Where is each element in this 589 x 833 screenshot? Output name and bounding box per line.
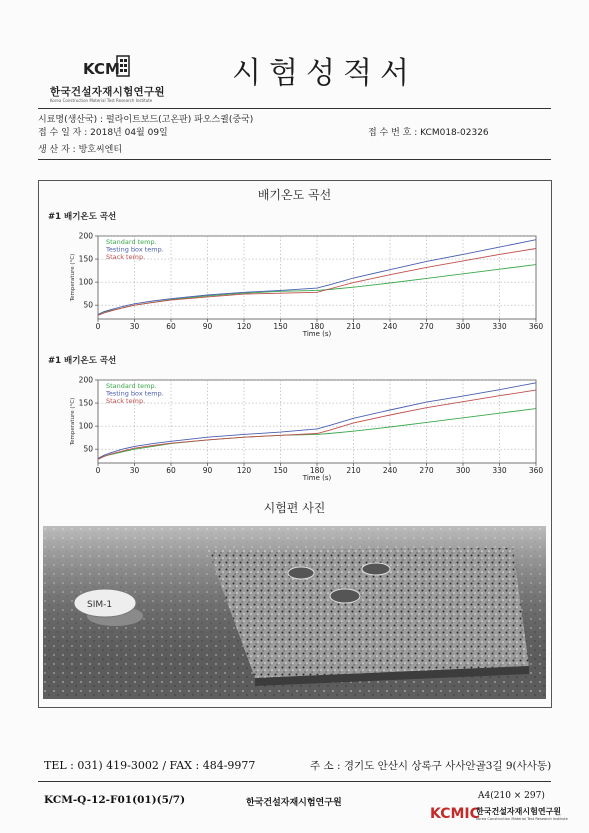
legend-entry-1: Standard temp. bbox=[106, 238, 157, 246]
specimen-hole-1 bbox=[288, 567, 314, 579]
curve-section-title: 배기온도 곡선 bbox=[257, 188, 332, 202]
address-line: 주 소 : 경기도 안산시 상록구 사사안골3길 9(사사동) bbox=[310, 760, 552, 772]
document-title: 시험성적서 bbox=[232, 56, 417, 91]
legend-entry-3: Stack temp. bbox=[106, 397, 146, 405]
y-tick-label: 150 bbox=[78, 254, 93, 264]
sample-label: 시료명(생산국) : bbox=[38, 115, 104, 125]
y-tick-label: 150 bbox=[78, 398, 93, 408]
receipt-date-label: 접 수 일 자 : bbox=[38, 128, 88, 138]
y-tick-label: 200 bbox=[78, 231, 93, 241]
x-tick-label: 90 bbox=[202, 466, 213, 475]
x-tick-label: 0 bbox=[95, 322, 101, 331]
x-tick-label: 120 bbox=[236, 322, 252, 331]
x-tick-label: 60 bbox=[166, 466, 176, 475]
x-tick-label: 330 bbox=[492, 466, 507, 475]
x-tick-label: 330 bbox=[492, 322, 507, 331]
header-rule bbox=[38, 108, 551, 109]
receipt-no-label: 접 수 번 호 : bbox=[368, 128, 418, 138]
x-tick-label: 30 bbox=[129, 322, 140, 331]
brand-english: Korea Construction Material Test Research Institute bbox=[476, 817, 568, 821]
x-tick-label: 180 bbox=[309, 466, 325, 475]
y-tick-label: 100 bbox=[78, 277, 93, 287]
x-tick-label: 60 bbox=[166, 322, 176, 331]
y-axis-label: Temperature (°C) bbox=[70, 397, 76, 446]
y-tick-label: 50 bbox=[83, 444, 93, 454]
paper-size: A4(210 × 297) bbox=[478, 791, 545, 801]
x-tick-label: 270 bbox=[419, 322, 434, 331]
x-tick-label: 360 bbox=[528, 466, 544, 475]
receipt-no-value: KCM018-02326 bbox=[420, 128, 489, 138]
x-tick-label: 240 bbox=[382, 322, 398, 331]
y-tick-label: 100 bbox=[78, 421, 93, 431]
footer-org-name: 한국건설자재시험연구원 bbox=[246, 798, 342, 808]
producer-label: 생 산 자 : bbox=[38, 145, 76, 155]
x-tick-label: 360 bbox=[528, 322, 544, 331]
receipt-no-row bbox=[368, 125, 489, 138]
logo-institute-english: Korea Construction Material Test Research Institute bbox=[50, 98, 153, 103]
sample-value: 펄라이트보드(고온판) 파오스퀼(중국) bbox=[105, 115, 254, 125]
legend-entry-2: Testing box temp. bbox=[106, 389, 164, 398]
logo-institute-name: 한국건설자재시험연구원 bbox=[50, 86, 165, 98]
x-tick-label: 150 bbox=[273, 466, 288, 475]
x-tick-label: 0 bbox=[95, 466, 101, 475]
x-tick-label: 90 bbox=[202, 322, 213, 331]
x-tick-label: 270 bbox=[419, 466, 434, 475]
x-tick-label: 240 bbox=[382, 466, 398, 475]
legend-entry-1: Standard temp. bbox=[106, 382, 157, 390]
y-tick-label: 200 bbox=[78, 375, 93, 385]
producer-value: 방호씨엔티 bbox=[78, 145, 123, 155]
x-tick-label: 300 bbox=[455, 322, 471, 331]
receipt-date-value: 2018년 04월 09일 bbox=[90, 128, 168, 138]
specimen-hole-3 bbox=[330, 589, 360, 603]
specimen-hole-2 bbox=[362, 563, 390, 575]
footer-rule bbox=[38, 781, 551, 782]
form-code: KCM-Q-12-F01(01)(5/7) bbox=[44, 794, 186, 806]
contact-line: TEL : 031) 419-3002 / FAX : 484-9977 bbox=[44, 759, 256, 772]
x-axis-label: Time (s) bbox=[302, 474, 332, 482]
sample-tag-label: SIM-1 bbox=[87, 600, 113, 610]
x-tick-label: 150 bbox=[273, 322, 288, 331]
x-tick-label: 300 bbox=[455, 466, 471, 475]
producer-row bbox=[38, 142, 122, 155]
brand-name: 한국건설자재시험연구원 bbox=[476, 807, 562, 816]
brand-wordmark: KCMIC bbox=[430, 806, 480, 822]
x-tick-label: 210 bbox=[346, 466, 361, 475]
chart-1 bbox=[44, 222, 548, 344]
chart-1-title: #1 배기온도 곡선 bbox=[48, 212, 117, 222]
chart-2 bbox=[44, 366, 548, 488]
receipt-date-row bbox=[38, 125, 168, 138]
x-tick-label: 120 bbox=[236, 466, 252, 475]
legend-entry-3: Stack temp. bbox=[106, 253, 146, 261]
photo-section-title: 시험편 사진 bbox=[263, 501, 326, 515]
legend-entry-2: Testing box temp. bbox=[106, 245, 164, 254]
x-tick-label: 210 bbox=[346, 322, 361, 331]
footer-brand-logo bbox=[430, 803, 480, 822]
y-axis-label: Temperature (°C) bbox=[70, 253, 76, 302]
specimen-photo bbox=[43, 526, 546, 699]
sample-row bbox=[38, 112, 253, 125]
x-tick-label: 180 bbox=[309, 322, 325, 331]
x-tick-label: 30 bbox=[129, 466, 140, 475]
y-tick-label: 50 bbox=[83, 300, 93, 310]
info-rule bbox=[38, 159, 551, 160]
x-axis-label: Time (s) bbox=[302, 330, 332, 338]
logo-mark-text: KCM bbox=[83, 60, 120, 78]
chart-2-title: #1 배기온도 곡선 bbox=[48, 356, 117, 366]
